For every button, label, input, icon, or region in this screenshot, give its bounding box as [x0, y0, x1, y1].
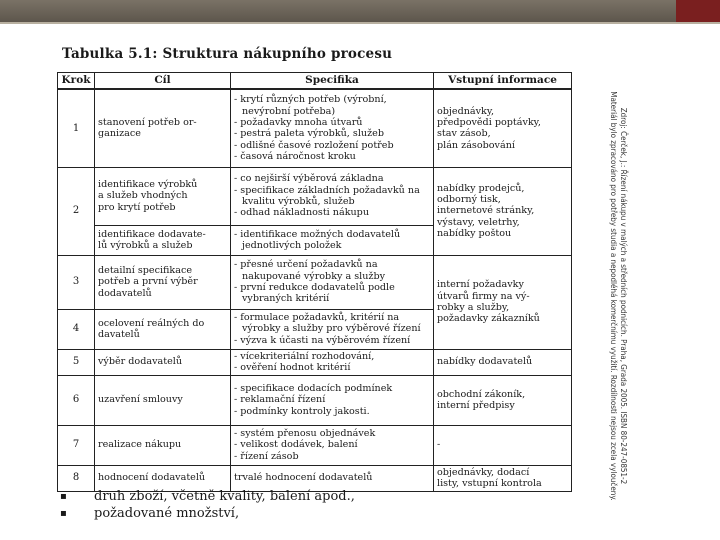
spec-cell	[231, 425, 434, 465]
bullet-item	[60, 488, 580, 505]
bullet-item	[60, 505, 580, 522]
spec-cell	[231, 349, 434, 375]
goal-cell	[95, 255, 231, 309]
process-table	[57, 72, 572, 492]
step-cell: 6	[58, 375, 95, 425]
spec-item: - vícekriteriální rozhodování,	[234, 350, 375, 362]
step-cell: 2	[58, 167, 95, 255]
spec-item: - pestrá paleta výrobků, služeb	[234, 128, 384, 140]
goal-line: uzavření smlouvy	[98, 394, 183, 406]
input-line: nabídky dodavatelů	[437, 356, 533, 368]
input-cell	[434, 89, 572, 167]
step-cell: 8	[58, 465, 95, 491]
input-line: internetové stránky,	[437, 205, 535, 217]
goal-line: potřeb a první výběr	[98, 276, 198, 288]
header-step: Krok	[58, 73, 95, 90]
input-line: interní předpisy	[437, 400, 515, 411]
step-cell: 5	[58, 349, 95, 375]
input-line: požadavky zákazníků	[437, 313, 540, 325]
spec-item: - požadavky mnoha útvarů	[234, 116, 363, 128]
goal-line: výběr dodavatelů	[98, 356, 182, 368]
spec-item: - co nejširší výběrová základna	[234, 173, 384, 185]
spec-item: - formulace požadavků, kritérií na výrobky a služby pro výběrové řízení	[234, 312, 421, 335]
bullet-marker: ▪	[60, 491, 67, 502]
header-goal: Cíl	[95, 73, 231, 90]
step-cell: 4	[58, 309, 95, 349]
source-note-line-2: Materiál bylo zpracováno pro potřeby studia a nepodléhá komerčnímu využití. Rozdílnosti nejsou zcela vyloučeny.	[609, 91, 618, 501]
input-line: objednávky, dodací	[437, 466, 530, 478]
table-row	[58, 375, 572, 425]
spec-item: - řízení zásob	[234, 450, 299, 462]
table-row	[58, 167, 572, 225]
goal-line: hodnocení dodavatelů	[98, 472, 206, 484]
table-caption: Tabulka 5.1: Struktura nákupního procesu	[62, 46, 393, 62]
goal-line: pro krytí potřeb	[98, 201, 176, 213]
header-input: Vstupní informace	[434, 73, 572, 90]
goal-line: dodavatelů	[98, 287, 152, 299]
input-line: nabídky poštou	[437, 227, 512, 239]
bullet-text: druh zboží, včetně kvality, balení apod.,	[94, 489, 355, 504]
spec-item: - specifikace dodacích podmínek	[234, 383, 393, 395]
input-line: předpovědi poptávky,	[437, 116, 541, 128]
goal-cell	[95, 309, 231, 349]
spec-item: trvalé hodnocení dodavatelů	[234, 472, 373, 484]
goal-line: ocelovení reálných do	[98, 317, 205, 329]
step-cell: 1	[58, 89, 95, 167]
input-line: nabídky prodejců,	[437, 182, 525, 194]
goal-line: detailní specifikace	[98, 265, 192, 277]
step-cell: 3	[58, 255, 95, 309]
input-line: listy, vstupní kontrola	[437, 478, 542, 489]
goal-cell	[95, 225, 231, 255]
spec-item: - časová náročnost kroku	[234, 150, 356, 162]
table-row	[58, 255, 572, 309]
spec-cell	[231, 89, 434, 167]
input-line: odborný tisk,	[437, 194, 501, 206]
goal-line: identifikace výrobků	[98, 179, 198, 191]
input-line: výstavy, veletrhy,	[437, 216, 520, 228]
step-cell: 7	[58, 425, 95, 465]
spec-cell	[231, 375, 434, 425]
goal-cell	[95, 89, 231, 167]
spec-cell	[231, 309, 434, 349]
spec-item: - odhad nákladnosti nákupu	[234, 207, 370, 219]
bullet-list	[60, 488, 580, 522]
spec-item: - velikost dodávek, balení	[234, 439, 358, 451]
spec-item: - odlišné časové rozložení potřeb	[234, 139, 394, 151]
spec-item: - výzva k účasti na výběrovém řízení	[234, 334, 411, 346]
spec-cell	[231, 167, 434, 225]
input-line: interní požadavky	[437, 279, 524, 291]
spec-item: - systém přenosu objednávek	[234, 428, 376, 440]
goal-cell	[95, 349, 231, 375]
goal-cell	[95, 425, 231, 465]
title-bar	[0, 0, 720, 22]
spec-item: - identifikace možných dodavatelů jednotlivých položek	[234, 228, 401, 251]
goal-line: ganizace	[98, 128, 141, 140]
input-line: robky a služby,	[437, 302, 510, 313]
spec-item: - reklamační řízení	[234, 394, 326, 406]
goal-line: realizace nákupu	[98, 439, 182, 451]
accent-block	[676, 0, 720, 22]
goal-line: stanovení potřeb or-	[98, 116, 197, 128]
input-line: stav zásob,	[437, 128, 491, 140]
header-rule	[0, 22, 720, 24]
bullet-marker: ▪	[60, 508, 67, 519]
input-line: obchodní zákoník,	[437, 388, 526, 400]
input-cell	[434, 167, 572, 255]
input-line: plán zásobování	[437, 139, 515, 151]
goal-line: davatelů	[98, 329, 140, 340]
table-row	[58, 89, 572, 167]
goal-cell	[95, 375, 231, 425]
goal-line: identifikace dodavate-	[98, 228, 206, 240]
spec-item: - první redukce dodavatelů podle vybraných kritérií	[234, 282, 395, 305]
input-cell	[434, 349, 572, 375]
input-line: -	[437, 439, 441, 451]
goal-line: lů výrobků a služeb	[98, 240, 193, 251]
spec-item: - podmínky kontroly jakosti.	[234, 405, 370, 417]
spec-item: - krytí různých potřeb (výrobní, nevýrobní potřeba)	[234, 94, 387, 117]
header-spec: Specifika	[231, 73, 434, 90]
input-line: objednávky,	[437, 105, 495, 117]
input-cell	[434, 375, 572, 425]
bullet-text: požadované množství,	[94, 506, 240, 521]
table-row	[58, 349, 572, 375]
spec-item: - přesné určení požadavků na nakupované výrobky a služby	[234, 259, 386, 282]
table-body	[58, 89, 572, 491]
table-row	[58, 425, 572, 465]
header-row	[58, 73, 572, 90]
spec-cell	[231, 255, 434, 309]
goal-line: a služeb vhodných	[98, 190, 188, 202]
spec-item: - specifikace základních požadavků na kvalitu výrobků, služeb	[234, 184, 420, 207]
goal-cell	[95, 167, 231, 225]
spec-item: - ověření hodnot kritérií	[234, 362, 351, 373]
input-cell	[434, 255, 572, 349]
source-note-line-1: Zdroj: Čerček, J.: Řízení nákupu v malých a středních podnicích. Praha, Grada 2005. ISBN 80-247-0851-2	[619, 107, 628, 485]
source-note	[608, 66, 628, 526]
input-line: útvarů firmy na vý-	[437, 290, 530, 302]
input-cell	[434, 425, 572, 465]
spec-cell	[231, 225, 434, 255]
